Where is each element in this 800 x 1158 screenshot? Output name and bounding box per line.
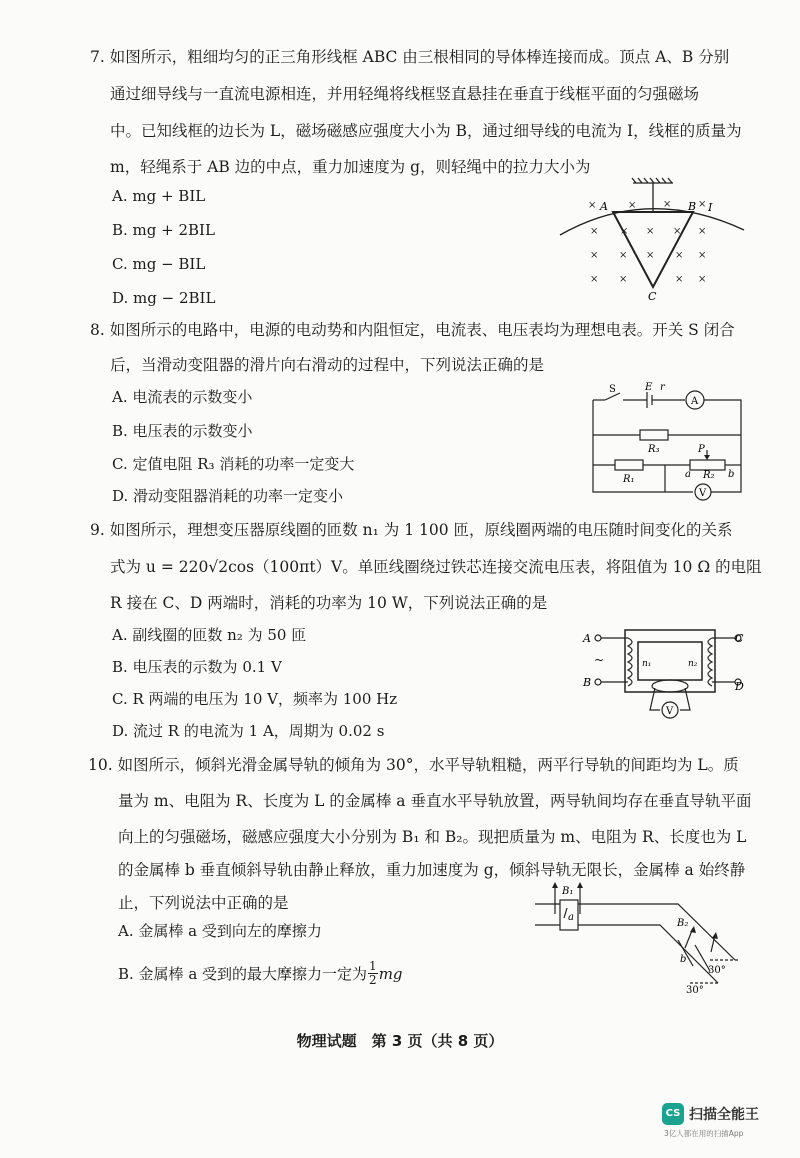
scanner-logo-icon: CS: [662, 1103, 684, 1125]
q8-label-r3: R₃: [648, 444, 660, 455]
q10-label-b1: B₁: [562, 886, 574, 897]
q10-line-3: 向上的匀强磁场，磁感应强度大小分别为 B₁ 和 B₂。现把质量为 m、电阻为 R、长度也为 L: [118, 828, 747, 846]
svg-text:×: ×: [698, 274, 707, 285]
q7-option-d[interactable]: D. mg − 2BIL: [112, 289, 216, 307]
q9-label-n2: n₂: [688, 659, 698, 669]
q9-label-b: B: [583, 676, 592, 689]
q10-label-b2: B₂: [677, 918, 689, 929]
q7-figure: [548, 175, 753, 305]
q8-label-r: r: [660, 382, 665, 393]
svg-text:×: ×: [675, 250, 684, 261]
svg-text:×: ×: [590, 226, 599, 237]
svg-text:×: ×: [646, 250, 655, 261]
svg-text:×: ×: [673, 226, 682, 237]
svg-text:×: ×: [590, 274, 599, 285]
svg-text:×: ×: [698, 226, 707, 237]
q8-line-1: 8. 如图所示的电路中，电源的电动势和内阻恒定，电流表、电压表均为理想电表。开关 S 闭合: [90, 321, 735, 339]
q10-label-b: b: [680, 954, 687, 965]
q9-line-1: 9. 如图所示，理想变压器原线圈的匝数 n₁ 为 1 100 匝，原线圈两端的电压随时间变化的关系: [90, 521, 733, 539]
q8-option-c[interactable]: C. 定值电阻 R₃ 消耗的功率一定变大: [112, 455, 355, 473]
q8-option-a[interactable]: A. 电流表的示数变小: [112, 388, 253, 406]
svg-text:×: ×: [698, 199, 707, 210]
q10-fraction-denominator: 2: [369, 973, 377, 987]
svg-text:×: ×: [619, 250, 628, 261]
scanner-tagline: 3亿人都在用的扫描App: [664, 1129, 744, 1138]
svg-text:×: ×: [619, 274, 628, 285]
q10-label-a: a: [568, 912, 574, 923]
q10-rails-figure: [530, 880, 745, 1000]
q8-line-2: 后，当滑动变阻器的滑片向右滑动的过程中，下列说法正确的是: [110, 356, 545, 374]
q8-label-r1: R₁: [623, 474, 635, 485]
q7-line-3: 中。已知线框的边长为 L，磁场磁感应强度大小为 B，通过细导线的电流为 I，线框的质量为: [110, 122, 742, 140]
q9-line-3: R 接在 C、D 两端时，消耗的功率为 10 W，下列说法正确的是: [110, 594, 548, 612]
q9-label-d: D: [735, 680, 744, 693]
q8-ammeter-label: A: [691, 396, 699, 407]
q10-option-a[interactable]: A. 金属棒 a 受到向左的摩擦力: [118, 922, 322, 940]
scanner-watermark: [662, 1101, 792, 1146]
q10-option-b[interactable]: [118, 960, 403, 987]
q9-option-c[interactable]: C. R 两端的电压为 10 V，频率为 100 Hz: [112, 690, 398, 708]
svg-text:×: ×: [663, 199, 672, 210]
q10-option-b-text: B. 金属棒 a 受到的最大摩擦力一定为: [118, 964, 368, 983]
q9-label-a: A: [583, 632, 591, 645]
q9-label-c: C: [735, 632, 744, 645]
svg-text:×: ×: [698, 250, 707, 261]
q9-voltmeter-label: V: [666, 706, 674, 717]
q8-option-d[interactable]: D. 滑动变阻器消耗的功率一定变小: [112, 487, 344, 505]
q8-label-b: b: [728, 469, 735, 480]
q9-label-n1: n₁: [642, 659, 652, 669]
q10-angle-2: 30°: [686, 985, 704, 996]
q8-option-b[interactable]: B. 电压表的示数变小: [112, 422, 253, 440]
q10-line-4: 的金属棒 b 垂直倾斜导轨由静止释放，重力加速度为 g，倾斜导轨无限长，金属棒 a 始终静: [118, 861, 746, 879]
svg-text:×: ×: [646, 226, 655, 237]
q10-line-2: 量为 m、电阻为 R、长度为 L 的金属棒 a 垂直水平导轨放置，两导轨间均存在垂直导轨平面: [118, 792, 752, 810]
q8-label-e: E: [645, 382, 653, 393]
q7-option-b[interactable]: B. mg + 2BIL: [112, 221, 215, 239]
svg-text:×: ×: [628, 200, 637, 211]
svg-text:×: ×: [590, 250, 599, 261]
q9-option-d[interactable]: D. 流过 R 的电流为 1 A，周期为 0.02 s: [112, 722, 385, 740]
q9-line-2: 式为 u = 220√2cos（100πt）V。单匝线圈绕过铁芯连接交流电压表，将阻值为 10 Ω 的电阻: [110, 558, 762, 576]
q7-label-i: I: [708, 201, 713, 214]
q9-option-a[interactable]: A. 副线圈的匝数 n₂ 为 50 匝: [112, 626, 307, 644]
q9-option-b[interactable]: B. 电压表的示数为 0.1 V: [112, 658, 282, 676]
q7-label-b: B: [688, 200, 697, 213]
q7-label-a: A: [600, 200, 608, 213]
q10-line-1: 10. 如图所示，倾斜光滑金属导轨的倾角为 30°，水平导轨粗糙，两平行导轨的间距均为 L。质: [88, 756, 739, 774]
q10-line-5: 止，下列说法中正确的是: [118, 894, 289, 912]
q8-voltmeter-label: V: [699, 488, 707, 499]
q8-label-a: a: [685, 469, 691, 480]
q9-ac-symbol: ~: [594, 653, 605, 667]
q7-option-a[interactable]: A. mg + BIL: [112, 187, 206, 205]
q7-line-2: 通过细导线与一直流电源相连，并用轻绳将线框竖直悬挂在垂直于线框平面的匀强磁场: [110, 85, 700, 103]
q10-angle-1: 30°: [708, 965, 726, 976]
q8-label-r2: R₂: [703, 470, 715, 481]
q10-option-b-fraction: [368, 960, 378, 987]
svg-text:×: ×: [588, 200, 597, 211]
q7-option-c[interactable]: C. mg − BIL: [112, 255, 206, 273]
page-footer: 物理试题 第 3 页（共 8 页）: [296, 1032, 504, 1050]
q8-circuit-figure: [585, 380, 750, 505]
q7-label-c: C: [648, 290, 657, 303]
q10-fraction-numerator: 1: [369, 959, 377, 973]
scanner-app-name: 扫描全能王: [689, 1107, 759, 1123]
svg-text:×: ×: [675, 274, 684, 285]
q8-label-p: P: [698, 444, 705, 455]
q9-transformer-figure: [580, 622, 750, 722]
svg-text:×: ×: [620, 226, 629, 237]
q7-line-4: m，轻绳系于 AB 边的中点，重力加速度为 g，则轻绳中的拉力大小为: [110, 158, 591, 176]
q10-option-b-unit: mg: [378, 964, 403, 983]
q7-line-1: 7. 如图所示，粗细均匀的正三角形线框 ABC 由三根相同的导体棒连接而成。顶点 A、B 分别: [90, 48, 730, 66]
q8-label-s: S: [609, 384, 616, 395]
